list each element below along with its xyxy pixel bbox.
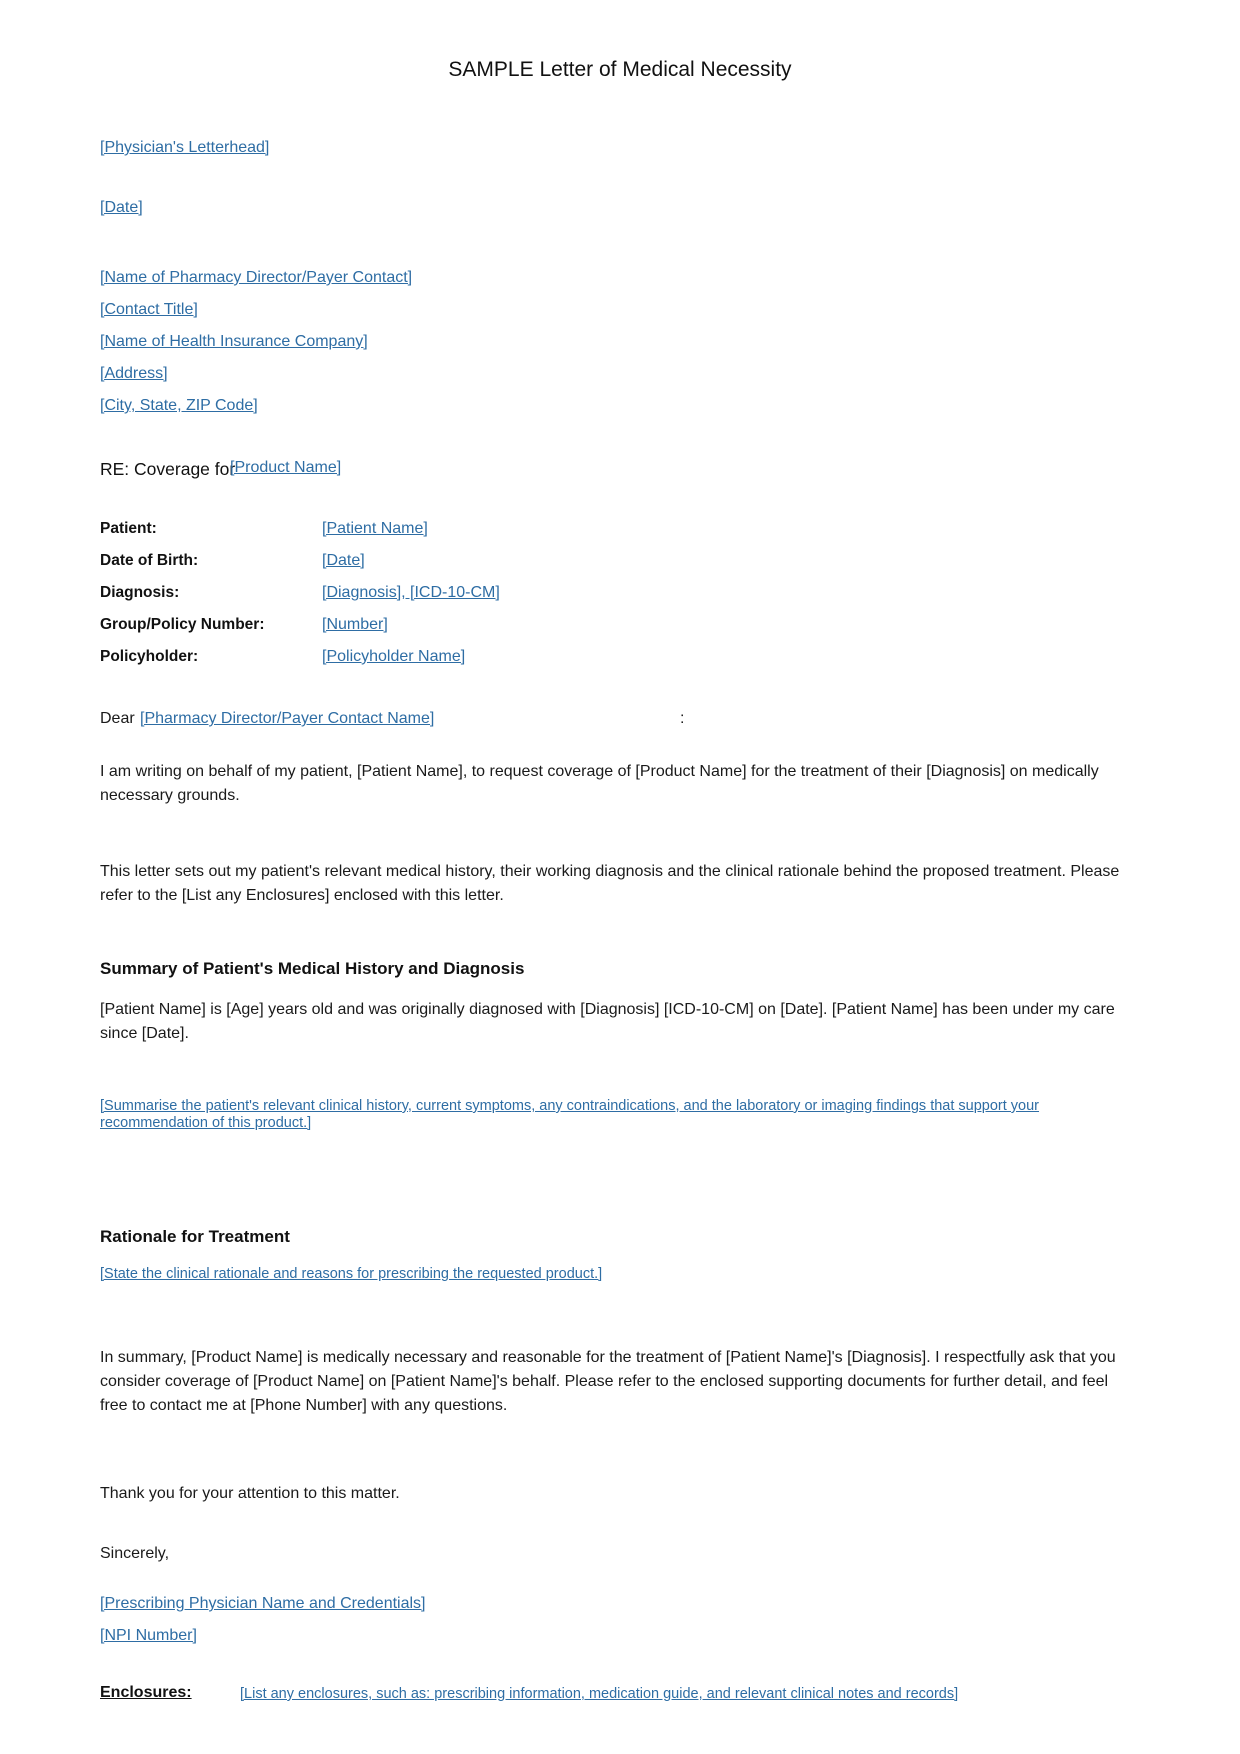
letterhead-placeholder[interactable]: [Physician's Letterhead] [100,139,270,156]
recipient-name-placeholder[interactable]: [Name of Pharmacy Director/Payer Contact] [100,269,413,286]
npi-placeholder[interactable]: [NPI Number] [100,1627,197,1644]
recipient-address-placeholder[interactable]: [Address] [100,365,168,382]
summary-placeholder[interactable]: [Summarise the patient's relevant clinical history, current symptoms, any contraindications, and the laboratory or imaging findings that support your recommendation of this product.] [100,1098,1040,1131]
date-placeholder[interactable]: [Date] [100,199,143,216]
policyholder-label: Policyholder: [100,648,199,665]
page-title: SAMPLE Letter of Medical Necessity [448,58,792,81]
policyholder-placeholder[interactable]: [Policyholder Name] [322,648,466,665]
dob-label: Date of Birth: [100,552,199,569]
rationale-heading: Rationale for Treatment [100,1227,290,1246]
letter-purpose-paragraph: This letter sets out my patient's relevant medical history, their working diagnosis and the clinical rationale behind the proposed treatment. Please refer to the [List any Enclosures] enclosed with this letter. [100,863,1120,904]
recipient-city-placeholder[interactable]: [City, State, ZIP Code] [100,397,258,414]
diagnosis-label: Diagnosis: [100,584,180,601]
dob-placeholder[interactable]: [Date] [322,552,365,569]
recipient-title-placeholder[interactable]: [Contact Title] [100,301,198,318]
patient-name-placeholder[interactable]: [Patient Name] [322,520,428,537]
enclosures-placeholder[interactable]: [List any enclosures, such as: prescribing information, medication guide, and relevant clinical notes and records] [240,1686,959,1702]
re-product-placeholder[interactable]: [Product Name] [230,459,342,476]
closing-summary-paragraph: In summary, [Product Name] is medically necessary and reasonable for the treatment of [Patient Name]'s [Diagnosis]. I respectfully ask that you consider coverage of [Product Name] on [Patient Name]'s behalf. Please refer to the enclosed supporting documents for further detail, and feel free to contact me at [Phone Number] with any questions. [100,1349,1116,1414]
rationale-placeholder[interactable]: [State the clinical rationale and reasons for prescribing the requested product.] [100,1266,603,1282]
sincerely-line: Sincerely, [100,1545,170,1562]
diagnosis-placeholder[interactable]: [Diagnosis], [ICD-10-CM] [322,584,500,601]
re-label: RE: Coverage for [100,459,236,479]
summary-heading: Summary of Patient's Medical History and Diagnosis [100,959,525,978]
salutation-name-placeholder[interactable]: [Pharmacy Director/Payer Contact Name] [140,710,435,727]
policy-number-placeholder[interactable]: [Number] [322,616,388,633]
physician-name-placeholder[interactable]: [Prescribing Physician Name and Credentials] [100,1595,426,1612]
patient-label: Patient: [100,520,157,537]
summary-paragraph: [Patient Name] is [Age] years old and was originally diagnosed with [Diagnosis] [ICD-10-CM] on [Date]. [Patient Name] has been under my care since [Date]. [100,1001,1115,1042]
intro-paragraph: I am writing on behalf of my patient, [Patient Name], to request coverage of [Product Name] for the treatment of their [Diagnosis] on medically necessary grounds. [100,763,1099,804]
enclosures-label: Enclosures: [100,1684,192,1701]
policy-number-label: Group/Policy Number: [100,616,265,633]
recipient-company-placeholder[interactable]: [Name of Health Insurance Company] [100,333,368,350]
thanks-line: Thank you for your attention to this matter. [100,1485,400,1502]
salutation-dear: Dear [100,710,135,727]
salutation-colon: : [680,710,685,727]
